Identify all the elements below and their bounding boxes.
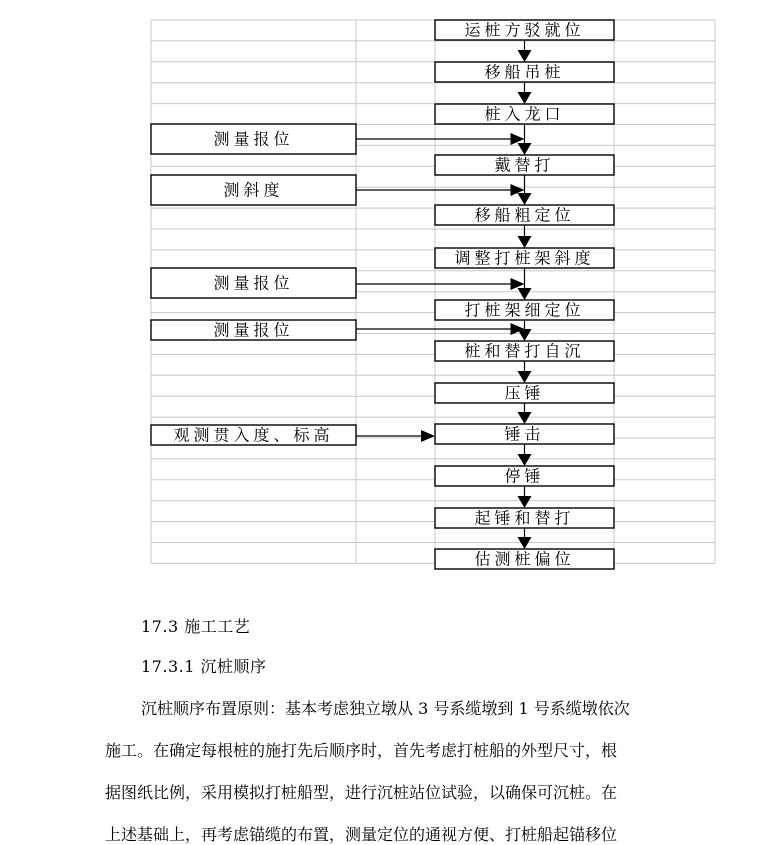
flow-arrowhead <box>518 193 532 205</box>
flow-step-label: 移船吊桩 <box>484 62 565 82</box>
side-input-label: 测量报位 <box>213 320 294 340</box>
flow-step <box>435 424 614 444</box>
side-input-label: 测斜度 <box>223 180 284 200</box>
side-input <box>151 268 356 298</box>
flow-step <box>435 205 614 225</box>
side-input <box>151 124 356 154</box>
side-input <box>151 175 356 205</box>
flow-step <box>435 20 614 40</box>
flow-arrowhead <box>518 236 532 248</box>
flow-step <box>435 248 614 268</box>
flow-step-label: 停锤 <box>504 466 545 486</box>
flow-arrowhead <box>518 371 532 383</box>
side-input-boxes <box>151 124 356 445</box>
flow-step-label: 压锤 <box>504 383 545 403</box>
paragraph-line: 上述基础上，再考虑锚缆的布置，测量定位的通视方便、打桩船起锚移位 <box>105 825 618 844</box>
flow-step <box>435 466 614 486</box>
paragraph-line: 据图纸比例，采用模拟打桩船型，进行沉桩站位试验，以确保可沉桩。在 <box>105 783 618 802</box>
flow-arrowhead <box>518 143 532 155</box>
side-input <box>151 425 356 445</box>
flow-step <box>435 104 614 124</box>
flow-step-label: 移船粗定位 <box>474 205 575 225</box>
side-input-label: 测量报位 <box>213 129 294 149</box>
paragraph-line: 沉桩顺序布置原则：基本考虑独立墩从 3 号系缆墩到 1 号系缆墩依次 <box>141 699 630 718</box>
flow-step <box>435 383 614 403</box>
flow-step-label: 估测桩偏位 <box>474 549 575 569</box>
flow-arrowhead <box>518 496 532 508</box>
flow-arrowhead <box>518 454 532 466</box>
flow-step <box>435 300 614 320</box>
flow-step-label: 起锤和替打 <box>474 508 575 528</box>
flow-arrowhead <box>518 50 532 62</box>
subsection-heading: 17.3.1 沉桩顺序 <box>141 657 267 676</box>
flow-step <box>435 341 614 361</box>
flow-arrowhead <box>518 288 532 300</box>
flow-step-label: 戴替打 <box>494 155 555 175</box>
flow-step <box>435 508 614 528</box>
flow-step-label: 打桩架细定位 <box>464 300 585 320</box>
flow-step <box>435 155 614 175</box>
section-heading: 17.3 施工工艺 <box>141 617 251 636</box>
flow-step-label: 调整打桩架斜度 <box>454 248 595 268</box>
side-input-label: 测量报位 <box>213 273 294 293</box>
flow-arrowhead <box>518 92 532 104</box>
side-input <box>151 320 356 340</box>
flow-arrowhead <box>518 412 532 424</box>
flow-step-label: 桩和替打自沉 <box>464 341 585 361</box>
flow-step-label: 运桩方驳就位 <box>464 20 585 40</box>
flow-step-label: 桩入龙口 <box>484 104 565 124</box>
flow-step <box>435 62 614 82</box>
side-arrowhead <box>421 430 435 442</box>
paragraph-line: 施工。在确定每根桩的施打先后顺序时，首先考虑打桩船的外型尺寸，根 <box>105 741 618 760</box>
flow-step <box>435 549 614 569</box>
side-input-label: 观测贯入度、标高 <box>173 425 334 445</box>
flow-step-label: 锤击 <box>504 424 545 444</box>
